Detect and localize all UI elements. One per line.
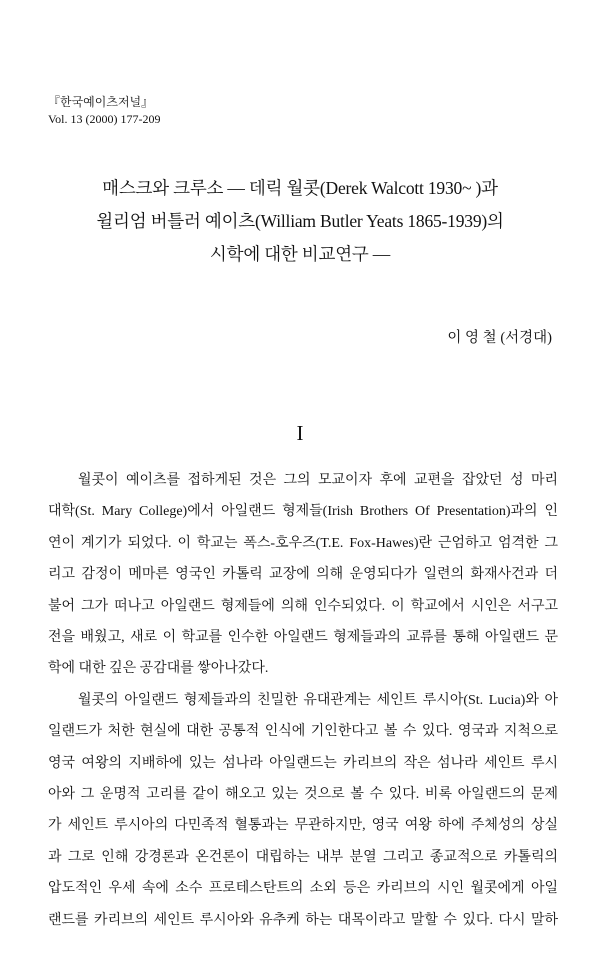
paragraph-line: 연이 계기가 되었다. 이 학교는 폭스-호우즈(T.E. Fox-Hawes)란 근엄하고 엄격한 그: [48, 535, 558, 551]
title-line-1: 매스크와 크루소 — 데릭 월콧(Derek Walcott 1930~ )과: [102, 178, 498, 198]
paragraph-line: 학에 대한 깊은 공감대를 쌓아나갔다.: [48, 661, 269, 677]
author-line: 이 영 철 (서경대): [447, 330, 552, 346]
paragraph-line: 랜드를 카리브의 세인트 루시아와 유추케 하는 대목이라고 말할 수 있다. 다시 말하: [48, 912, 558, 928]
paragraph-line: 과 그로 인해 강경론과 온건론이 대립하는 내부 분열 그리고 종교적으로 카톨릭의: [48, 849, 558, 865]
section-heading: I: [296, 421, 304, 445]
paragraph-line: 압도적인 우세 속에 소수 프로테스탄트의 소외 등은 카리브의 시인 월콧에게 아일: [48, 881, 558, 897]
article-title: [40, 172, 560, 271]
paragraph-line: 불어 그가 떠나고 아일랜드 형제들에 의해 인수되었다. 이 학교에서 시인은 서구고: [48, 598, 558, 614]
paragraph-line: 가 세인트 루시아의 다민족적 혈통과는 무관하지만, 영국 여왕 하에 주체성의 상실: [48, 818, 558, 834]
paragraph-line: 전을 배웠고, 새로 이 학교를 인수한 아일랜드 형제들과의 교류를 통해 아일랜드 문: [48, 630, 558, 646]
body-text: [48, 465, 558, 936]
paragraph-line: 영국 여왕의 지배하에 있는 섬나라 아일랜드는 카리브의 작은 섬나라 세인트 루시: [48, 755, 558, 771]
title-line-2: 윌리엄 버틀러 예이츠(William Butler Yeats 1865-1939)의: [96, 211, 504, 231]
paragraph-line: 일랜드가 처한 현실에 대한 공통적 인식에 기인한다고 볼 수 있다. 영국과 지척으로: [48, 724, 558, 740]
paragraph-line: 리고 감정이 메마른 영국인 카톨릭 교장에 의해 운영되다가 일련의 화재사건과 더: [48, 567, 558, 583]
title-line-3: 시학에 대한 비교연구 —: [209, 244, 391, 264]
journal-volume: Vol. 13 (2000) 177-209: [48, 112, 161, 126]
paragraph-line: 대학(St. Mary College)에서 아일랜드 형제들(Irish Brothers Of Presentation)과의 인: [48, 504, 558, 520]
paragraph-line: 아와 그 운명적 고리를 같이 해오고 있는 것으로 볼 수 있다. 비록 아일랜드의 문제: [48, 787, 558, 803]
paragraph-line: 월콧이 예이츠를 접하게된 것은 그의 모교이자 후에 교편을 잡았던 성 마리: [78, 473, 558, 488]
journal-name: 『한국예이츠저널』: [48, 95, 154, 109]
journal-header: [48, 94, 160, 128]
paragraph-line: 월콧의 아일랜드 형제들과의 친밀한 유대관계는 세인트 루시아(St. Lucia)와 아: [78, 692, 558, 708]
